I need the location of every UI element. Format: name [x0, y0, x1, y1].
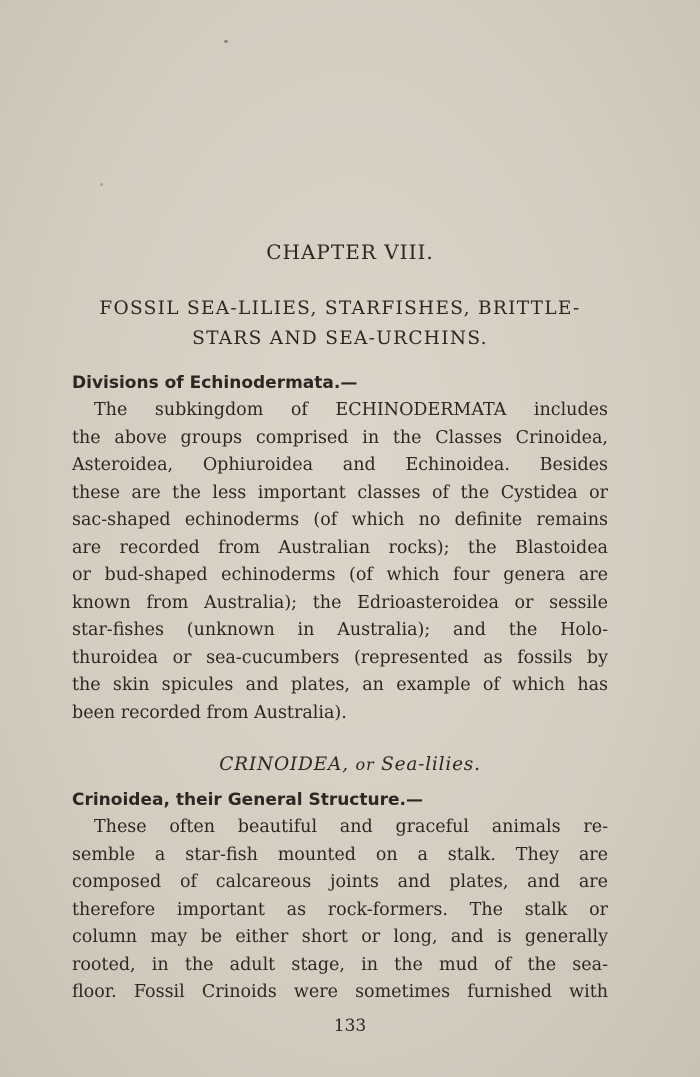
text-line: The subkingdom of ECHINODERMATA includes	[94, 400, 608, 420]
crinoidea-heading-or: or	[355, 755, 375, 774]
paper-speck	[100, 183, 103, 186]
text-line: These often beautiful and graceful animals re-	[94, 817, 608, 837]
text-line: thuroidea or sea-cucumbers (represented as fossils by	[72, 647, 608, 668]
text-line: rooted, in the adult stage, in the mud of the sea-	[72, 954, 608, 975]
text-line: therefore important as rock-formers. The stalk or	[72, 899, 608, 920]
chapter-title-line: STARS AND SEA-URCHINS.	[192, 328, 488, 349]
section-heading-crinoidea	[0, 754, 700, 775]
text-line: Asteroidea, Ophiuroidea and Echinoidea. Besides	[72, 455, 608, 475]
paper-speck	[224, 40, 228, 43]
chapter-title	[60, 294, 620, 354]
text-line: floor. Fossil Crinoids were sometimes furnished with	[72, 982, 608, 1002]
text-line: column may be either short or long, and is generally	[72, 927, 608, 947]
crinoidea-heading-main: CRINOIDEA,	[219, 754, 349, 775]
chapter-title-line: FOSSIL SEA-LILIES, STARFISHES, BRITTLE-	[99, 298, 581, 319]
subheading-general-structure: Crinoidea, their General Structure.—	[72, 790, 423, 810]
page-number: 133	[333, 1016, 367, 1036]
text-line: are recorded from Australian rocks); the Blastoidea	[72, 537, 608, 558]
text-line: sac-shaped echinoderms (of which no definite remains	[72, 510, 608, 530]
text-line: been recorded from Australia).	[72, 702, 347, 723]
text-line: these are the less important classes of the Cystidea or	[72, 482, 608, 503]
text-line: semble a star-fish mounted on a stalk. They are	[72, 844, 608, 865]
text-line: or bud-shaped echinoderms (of which four genera are	[72, 565, 608, 585]
text-line: known from Australia); the Edrioasteroidea or sessile	[72, 592, 608, 613]
text-line: composed of calcareous joints and plates, and are	[72, 872, 608, 892]
text-line: the above groups comprised in the Classes Crinoidea,	[72, 427, 608, 448]
section-heading-divisions: Divisions of Echinodermata.—	[72, 373, 358, 393]
chapter-heading: CHAPTER VIII.	[266, 240, 434, 264]
crinoidea-heading-sub: Sea-lilies.	[381, 754, 481, 775]
text-line: star-fishes (unknown in Australia); and the Holo-	[72, 620, 608, 640]
text-line: the skin spicules and plates, an example of which has	[72, 675, 608, 695]
